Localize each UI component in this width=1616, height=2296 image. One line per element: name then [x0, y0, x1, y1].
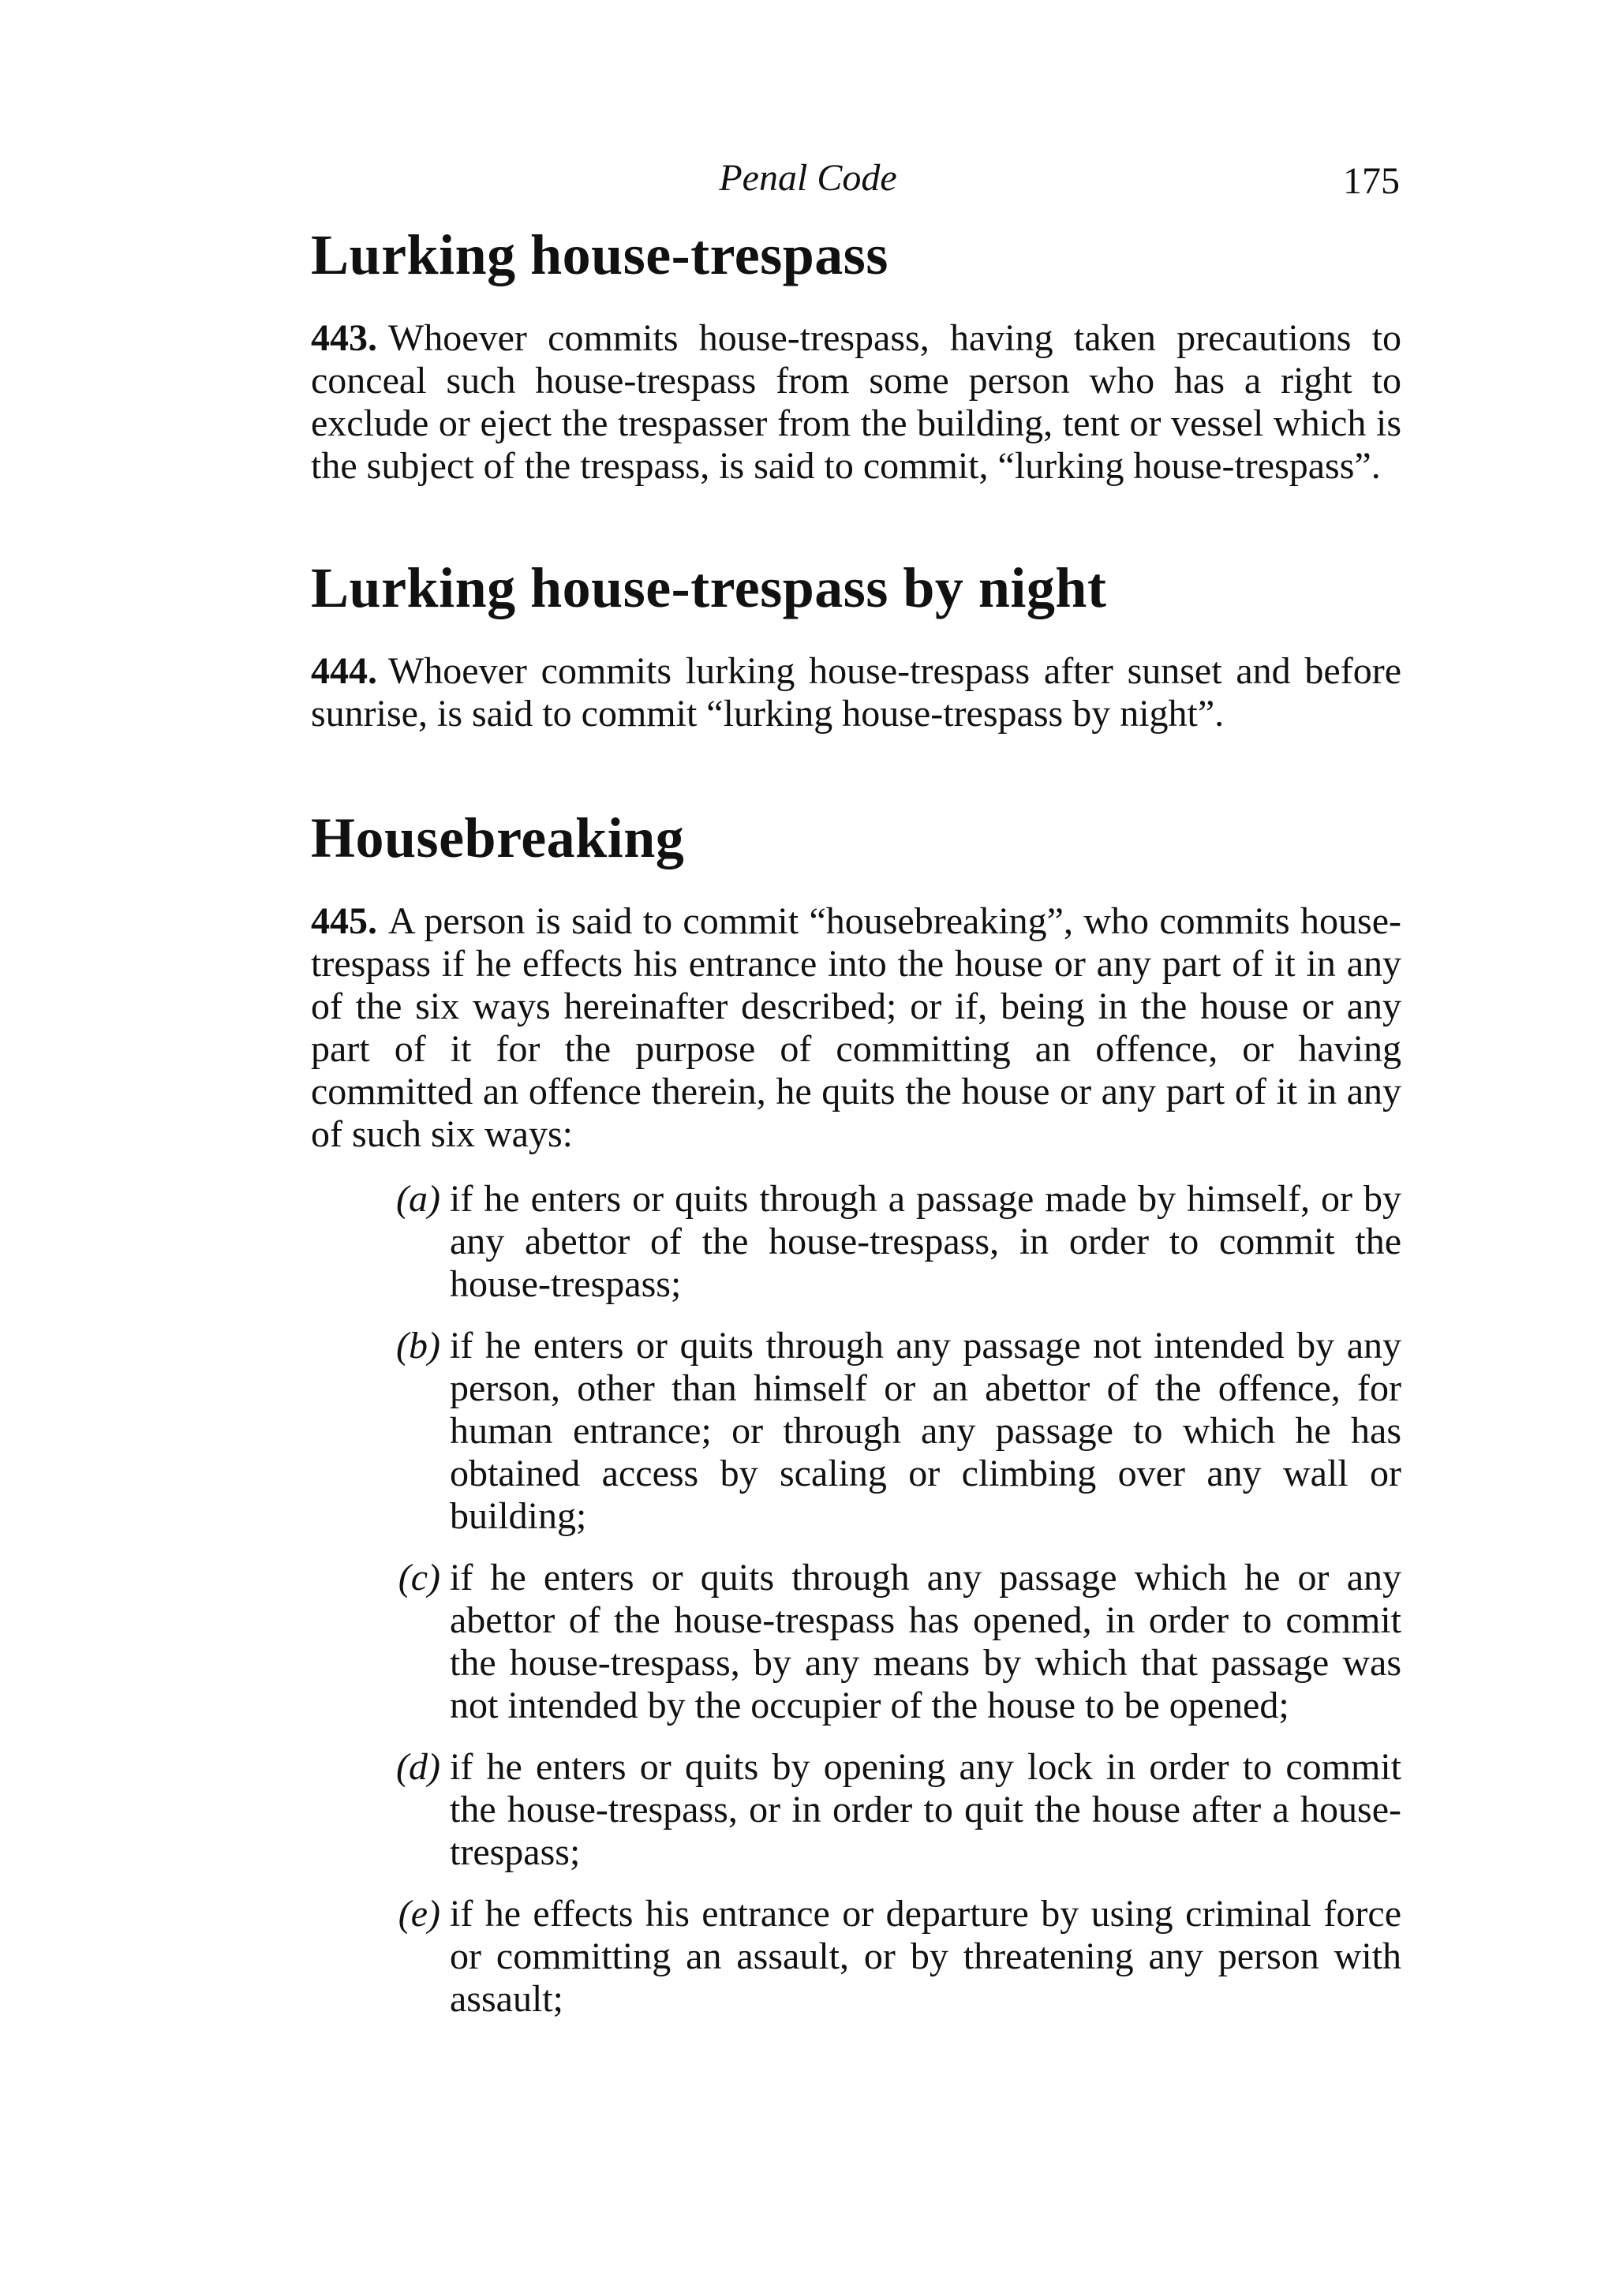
list-marker: (a): [396, 1178, 440, 1220]
running-title: Penal Code: [719, 157, 897, 199]
section-text-445: A person is said to commit “housebreaking”, who commits house-trespass if he effects his entrance into the house or any part of it in any of the six ways hereinafter described; or if, being in the house or any part of it for the purpose of committing an offence, or having committed an offence therein, he quits the house or any part of it in any of such six ways:: [311, 900, 1401, 1155]
page-content: [311, 223, 1401, 2021]
section-number-443: 443.: [311, 317, 377, 359]
list-marker: (c): [398, 1557, 440, 1599]
list-item-a: [311, 1178, 1401, 1306]
list-item-text: if he enters or quits through any passage not intended by any person, other than himself or an abettor of the offence, for human entrance; or through any passage to which he has obtained access by scaling or climbing over any wall or building;: [450, 1325, 1401, 1537]
list-item-d: [311, 1746, 1401, 1874]
housebreaking-ways-list: [311, 1178, 1401, 2021]
list-item-text: if he enters or quits through any passage which he or any abettor of the house-trespass has opened, in order to commit the house-trespass, by any means by which that passage was not intended by the occupier of the house to be opened;: [450, 1557, 1401, 1726]
list-item-c: [311, 1557, 1401, 1727]
section-text-444: Whoever commits lurking house-trespass after sunset and before sunrise, is said to commit “lurking house-trespass by night”.: [311, 650, 1401, 735]
list-marker: (e): [398, 1893, 440, 1935]
section-paragraph-444: [311, 650, 1401, 735]
section-heading-443: Lurking house-trespass: [311, 223, 888, 286]
list-marker: (b): [396, 1325, 440, 1367]
section-number-445: 445.: [311, 900, 377, 942]
section-heading-445: Housebreaking: [311, 806, 685, 869]
list-item-e: [311, 1893, 1401, 2021]
list-item-text: if he effects his entrance or departure by using criminal force or committing an assault, or by threatening any person with assault;: [450, 1893, 1401, 2020]
list-item-text: if he enters or quits through a passage made by himself, or by any abettor of the house-trespass, in order to commit the house-trespass;: [450, 1178, 1401, 1305]
list-item-b: [311, 1325, 1401, 1538]
list-marker: (d): [396, 1746, 440, 1788]
section-number-444: 444.: [311, 650, 377, 692]
page-number: 175: [1343, 160, 1400, 202]
section-paragraph-443: [311, 317, 1401, 488]
list-item-text: if he enters or quits by opening any lock in order to commit the house-trespass, or in order to quit the house after a house-trespass;: [450, 1746, 1401, 1873]
section-text-443: Whoever commits house-trespass, having taken precautions to conceal such house-trespass from some person who has a right to exclude or eject the trespasser from the building, tent or vessel which is the subject of the trespass, is said to commit, “lurking house-trespass”.: [311, 317, 1401, 487]
section-heading-444: Lurking house-trespass by night: [311, 556, 1107, 619]
section-paragraph-445: [311, 900, 1401, 1156]
